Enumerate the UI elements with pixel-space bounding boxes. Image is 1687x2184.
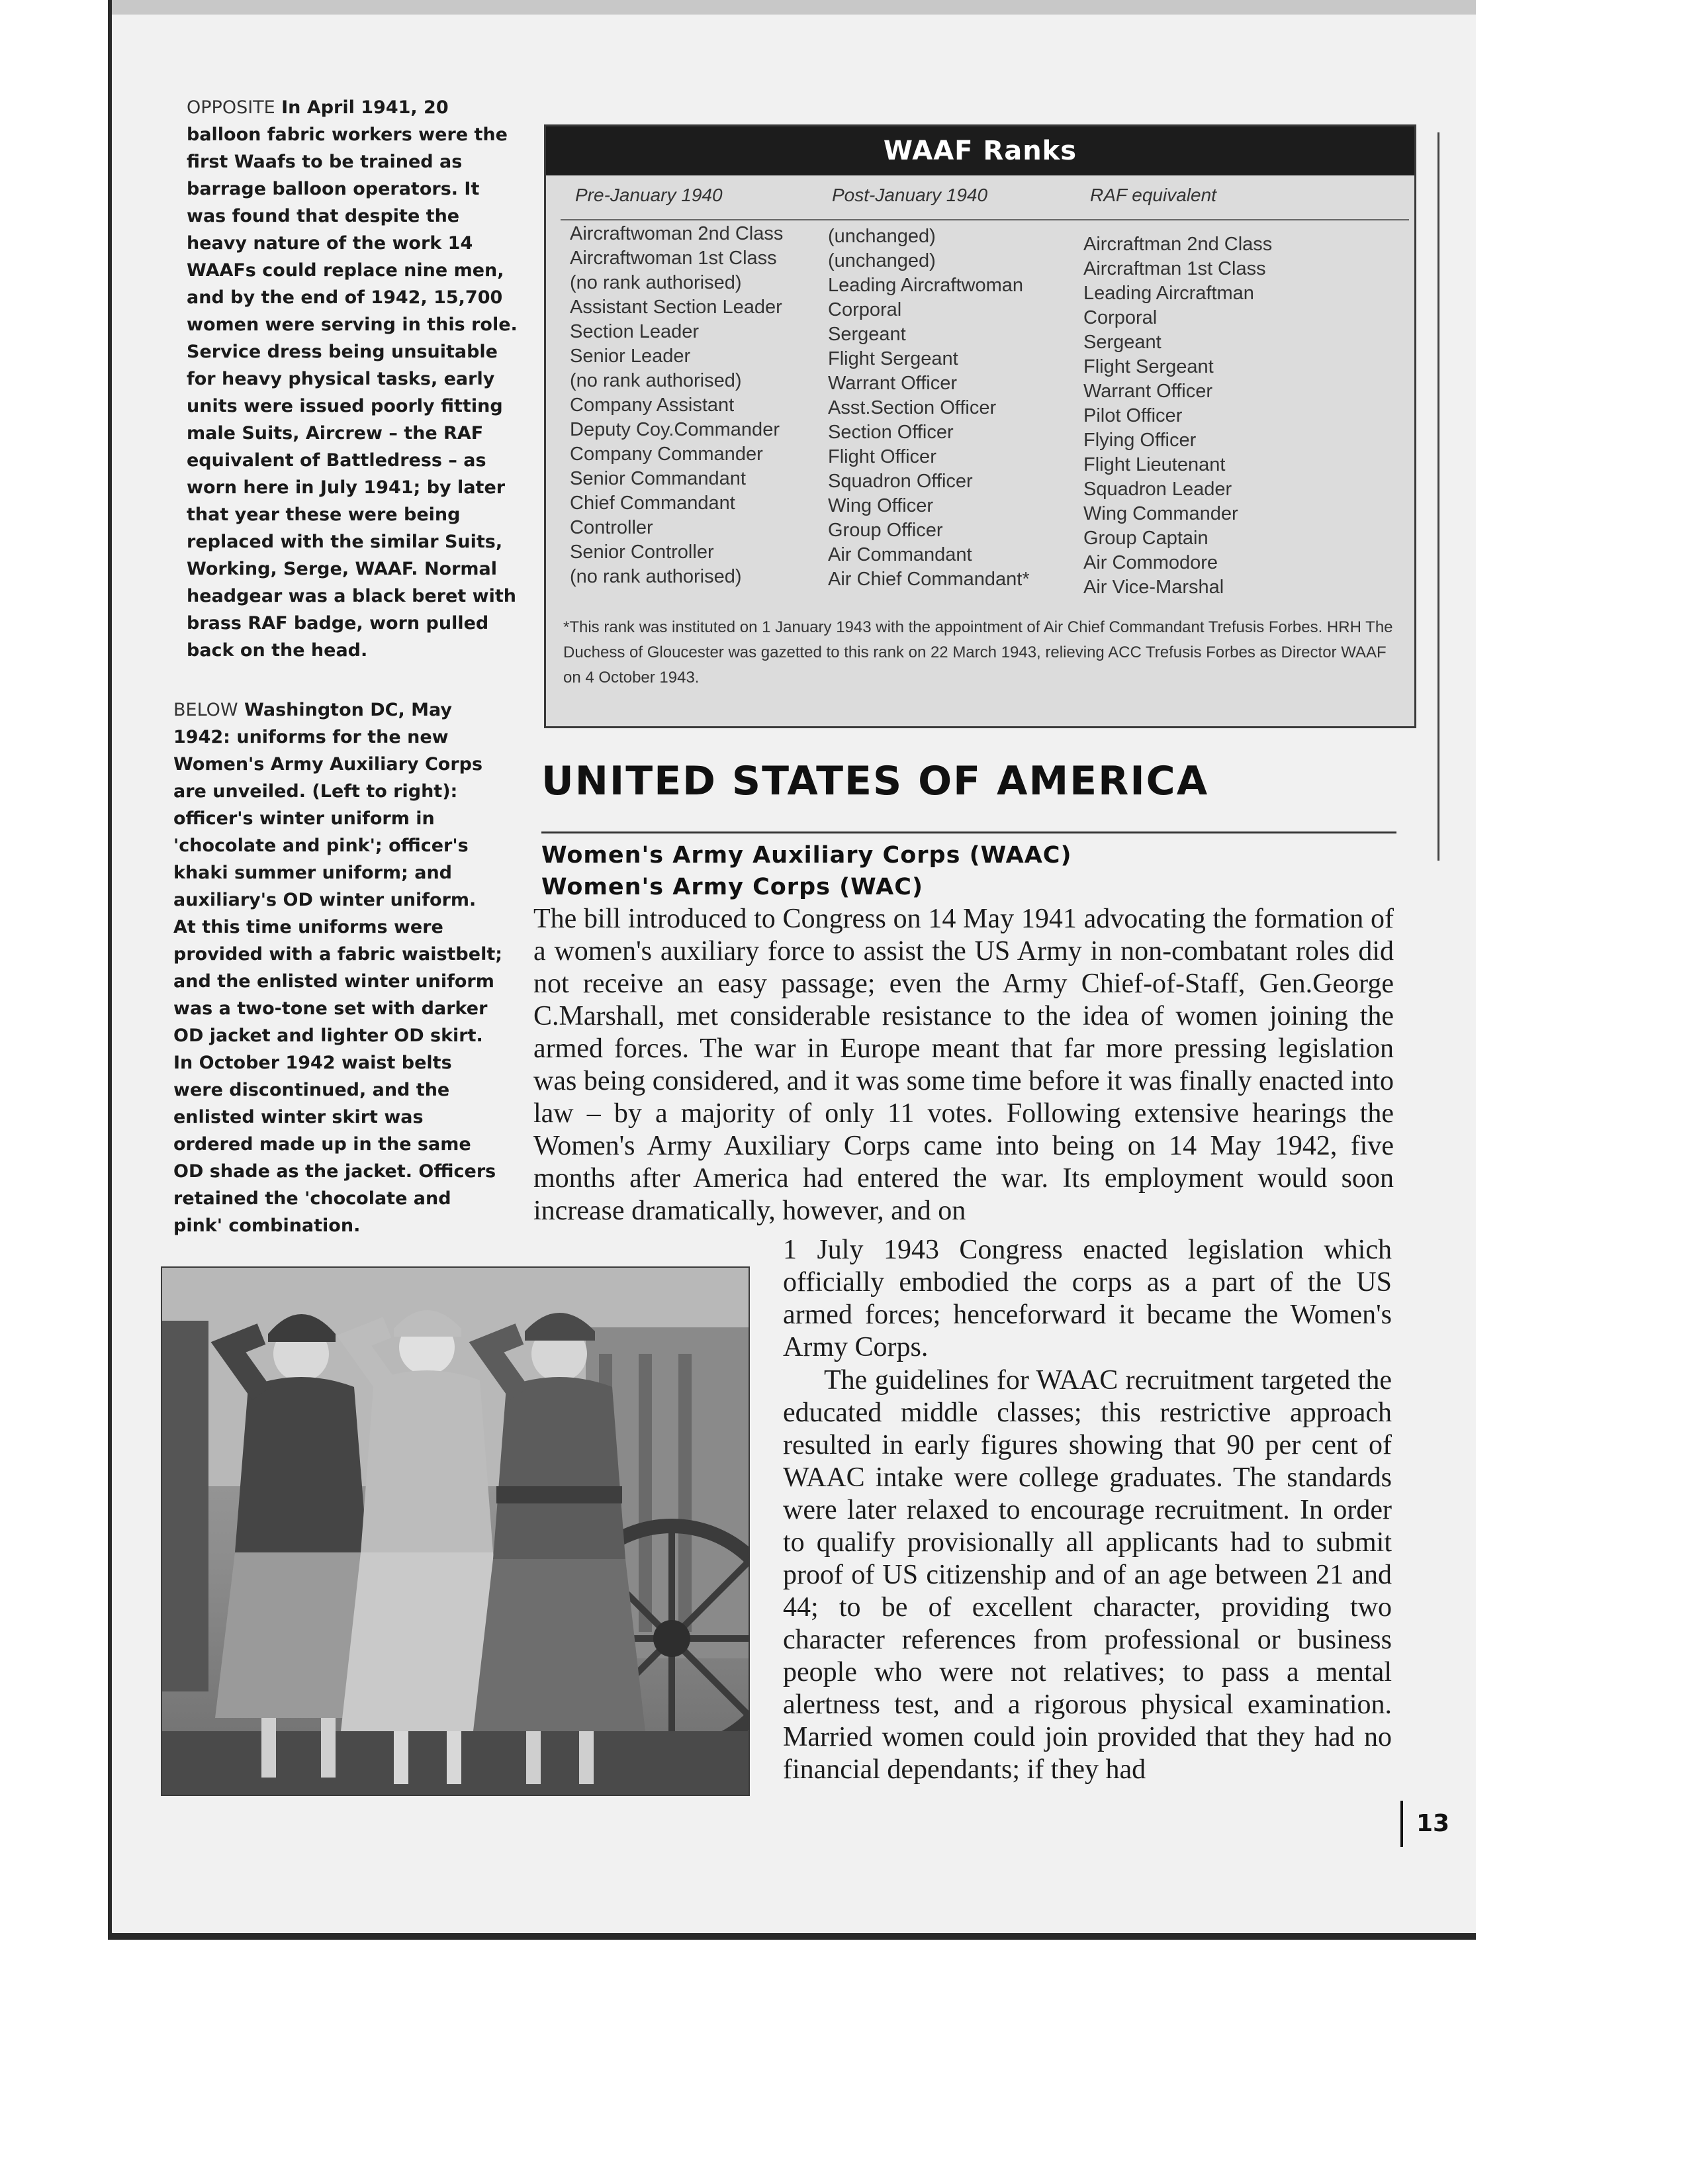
- rank-cell: Assistant Section Leader: [570, 297, 782, 318]
- rank-cell: Deputy Coy.Commander: [570, 419, 780, 440]
- waac-uniforms-photo: [161, 1266, 750, 1796]
- rank-cell: Senior Leader: [570, 346, 691, 367]
- rank-cell: Company Commander: [570, 444, 763, 465]
- rank-cell: Sergeant: [1083, 332, 1162, 353]
- body-paragraph-1-continued: 1 July 1943 Congress enacted legislation which officially embodied the corps as a part of the US armed forces; henceforward it became the Women's Army Corps.: [783, 1235, 1392, 1362]
- body-paragraph-2: The guidelines for WAAC recruitment targeted the educated middle classes; this restrictive approach resulted in early figures showing that 90 per cent of WAAC intake were college graduates. The standards were later relaxed to encourage recruitment. In order to qualify provisionally all applicants had to submit proof of US citizenship and of an age between 21 and 44; to be of excellent character, providing two character references from professional or business people who were not relatives; to pass a mental alertness test, and a rigorous physical examination. Married women could join provided that they had no financial dependants; if they had: [783, 1365, 1392, 1785]
- margin-rule: [1437, 132, 1439, 861]
- rank-cell: Air Commandant: [828, 544, 972, 565]
- rank-cell: Flight Sergeant: [1083, 356, 1214, 377]
- rank-cell: Sergeant: [828, 324, 906, 345]
- page-number: 13: [1416, 1810, 1450, 1837]
- subhead-waac: Women's Army Auxiliary Corps (WAAC): [541, 842, 1072, 869]
- ranks-header-rule: [561, 219, 1409, 220]
- rank-cell: Chief Commandant: [570, 493, 735, 514]
- rank-cell: (no rank authorised): [570, 370, 742, 391]
- rank-cell: Controller: [570, 517, 653, 538]
- rank-cell: Group Captain: [1083, 528, 1208, 549]
- rank-cell: Aircraftman 1st Class: [1083, 258, 1266, 279]
- rank-cell: Company Assistant: [570, 395, 735, 416]
- ranks-column-raf-equivalent: [1083, 232, 1272, 600]
- rank-cell: Air Vice-Marshal: [1083, 577, 1224, 598]
- rank-cell: Squadron Officer: [828, 471, 973, 492]
- rank-cell: Corporal: [1083, 307, 1158, 328]
- waaf-ranks-table: [544, 124, 1416, 728]
- rank-cell: Wing Officer: [828, 495, 934, 516]
- rank-cell: Flight Officer: [828, 446, 936, 467]
- rank-cell: Senior Controller: [570, 542, 714, 563]
- rank-cell: Section Officer: [828, 422, 954, 443]
- ranks-header-pre-1940: Pre-January 1940: [575, 185, 723, 205]
- caption-below-text: Washington DC, May 1942: uniforms for the new Women's Army Auxiliary Corps are unveiled. (Left to right): officer's winter uniform in 'chocolate and pink'; officer's khaki summer uniform; and auxiliary's OD winter uniform. At this time uniforms were provided with a fabric waistbelt; and the enlisted winter uniform was a two-tone set with darker OD jacket and lighter OD skirt. In October 1942 waist belts were discontinued, and the enlisted winter skirt was ordered made up in the same OD shade as the jacket. Officers retained the 'chocolate and pink' combination.: [173, 700, 503, 1236]
- rank-cell: Leading Aircraftwoman: [828, 275, 1023, 296]
- rank-cell: Air Chief Commandant*: [828, 569, 1030, 590]
- rank-cell: Flight Lieutenant: [1083, 454, 1226, 475]
- photo-illustration: [162, 1268, 750, 1796]
- ranks-header-raf-equivalent: RAF equivalent: [1090, 185, 1216, 205]
- rank-cell: Pilot Officer: [1083, 405, 1183, 426]
- caption-opposite-text: In April 1941, 20 balloon fabric workers were the first Waafs to be trained as barrage balloon operators. It was found that despite the heavy nature of the work 14 WAAFs could replace nine men, and by the end of 1942, 15,700 women were serving in this role. Service dress being unsuitable for heavy physical tasks, early units were issued poorly fitting male Suits, Aircrew – the RAF equivalent of Battledress – as worn here in July 1941; by later that year these were being replaced with the similar Suits, Working, Serge, WAAF. Normal headgear was a black beret with brass RAF badge, worn pulled back on the head.: [187, 97, 518, 661]
- page-top-shade: [112, 0, 1476, 15]
- caption-opposite-lead: OPPOSITE: [187, 97, 275, 118]
- subhead-wac: Women's Army Corps (WAC): [541, 874, 923, 900]
- folio-rule: [1400, 1801, 1403, 1847]
- rank-cell: Flight Sergeant: [828, 348, 958, 369]
- ranks-column-post-1940: [828, 224, 1030, 592]
- rank-cell: Flying Officer: [1083, 430, 1197, 451]
- rank-cell: (unchanged): [828, 226, 936, 247]
- rank-cell: (no rank authorised): [570, 566, 742, 587]
- rank-cell: (unchanged): [828, 250, 936, 271]
- rank-cell: Squadron Leader: [1083, 479, 1232, 500]
- rank-cell: Air Commodore: [1083, 552, 1218, 573]
- rank-cell: Aircraftwoman 1st Class: [570, 248, 777, 269]
- ranks-footnote: *This rank was instituted on 1 January 1943 with the appointment of Air Chief Commandant Trefusis Forbes. HRH The Duchess of Gloucester was gazetted to this rank on 22 March 1943, relieving ACC Trefusis Forbes as Director WAAF on 4 October 1943.: [563, 618, 1393, 687]
- body-paragraph-1: The bill introduced to Congress on 14 May 1941 advocating the formation of a women's auxiliary force to assist the US Army in non-combatant roles did not receive an easy passage; even the Army Chief-of-Staff, Gen.George C.Marshall, met considerable resistance to the idea of women joining the armed forces. The war in Europe meant that far more pressing legislation was being considered, and it was some time before it was finally enacted into law – by a majority of only 11 votes. Following extensive hearings the Women's Army Auxiliary Corps came into being on 14 May 1942, five months after America had entered the war. Its employment would soon increase dramatically, however, and on: [533, 904, 1394, 1226]
- rank-cell: Aircraftwoman 2nd Class: [570, 223, 784, 244]
- rank-cell: Aircraftman 2nd Class: [1083, 234, 1273, 255]
- rank-cell: Group Officer: [828, 520, 943, 541]
- rank-cell: Section Leader: [570, 321, 700, 342]
- section-title: UNITED STATES OF AMERICA: [541, 758, 1209, 804]
- rank-cell: (no rank authorised): [570, 272, 742, 293]
- rank-cell: Asst.Section Officer: [828, 397, 997, 418]
- rank-cell: Leading Aircraftman: [1083, 283, 1254, 304]
- rank-cell: Corporal: [828, 299, 902, 320]
- rank-cell: Wing Commander: [1083, 503, 1238, 524]
- ranks-table-title: WAAF Ranks: [546, 126, 1414, 175]
- caption-below: [173, 696, 504, 1239]
- caption-opposite: [187, 94, 518, 664]
- rank-cell: Warrant Officer: [828, 373, 957, 394]
- caption-below-lead: BELOW: [173, 700, 238, 720]
- ranks-header-post-1940: Post-January 1940: [832, 185, 988, 205]
- rank-cell: Warrant Officer: [1083, 381, 1212, 402]
- ranks-column-pre-1940: [570, 222, 783, 589]
- rank-cell: Senior Commandant: [570, 468, 746, 489]
- section-title-rule: [541, 831, 1396, 833]
